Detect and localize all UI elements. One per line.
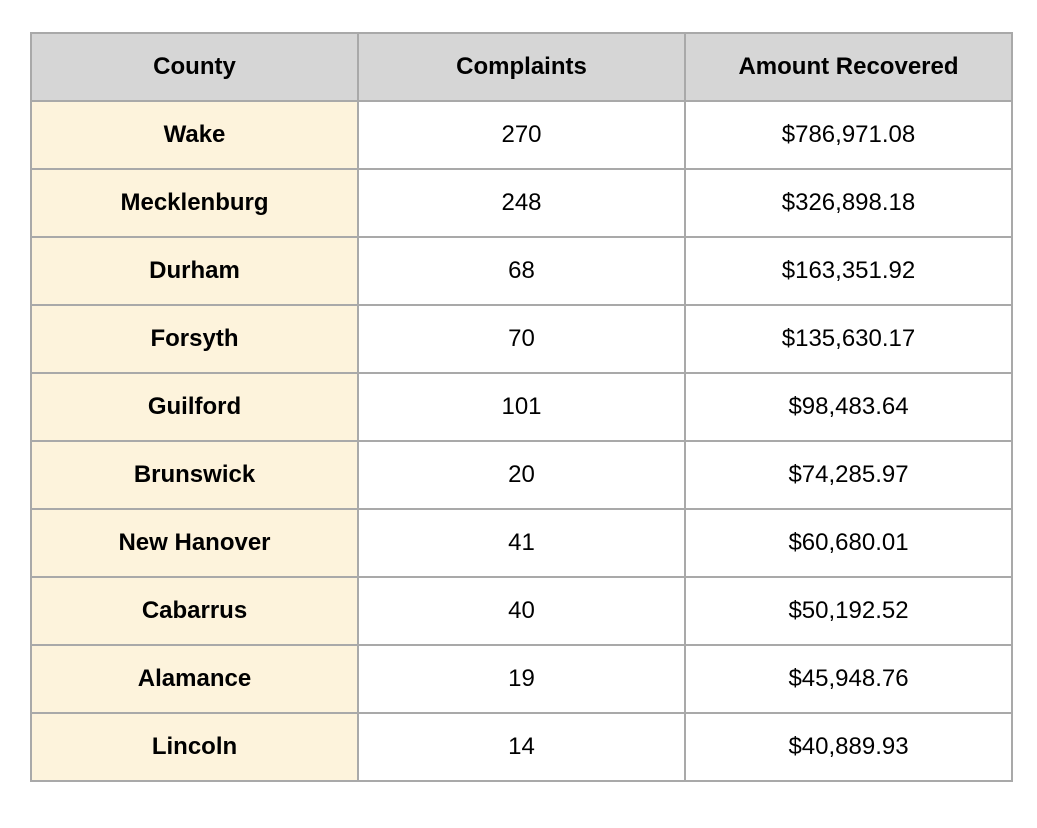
- complaints-cell: 70: [358, 305, 685, 373]
- amount-cell: $40,889.93: [685, 713, 1012, 781]
- county-cell: Brunswick: [31, 441, 358, 509]
- table-header-row: [31, 33, 1012, 101]
- amount-cell: $74,285.97: [685, 441, 1012, 509]
- county-cell: Cabarrus: [31, 577, 358, 645]
- header-amount-recovered: Amount Recovered: [685, 33, 1012, 101]
- amount-cell: $60,680.01: [685, 509, 1012, 577]
- county-cell: Alamance: [31, 645, 358, 713]
- header-county: County: [31, 33, 358, 101]
- county-cell: Wake: [31, 101, 358, 169]
- county-cell: New Hanover: [31, 509, 358, 577]
- complaints-cell: 14: [358, 713, 685, 781]
- table-row: [31, 237, 1012, 305]
- amount-cell: $45,948.76: [685, 645, 1012, 713]
- county-cell: Durham: [31, 237, 358, 305]
- amount-cell: $786,971.08: [685, 101, 1012, 169]
- amount-cell: $326,898.18: [685, 169, 1012, 237]
- amount-cell: $98,483.64: [685, 373, 1012, 441]
- complaints-cell: 41: [358, 509, 685, 577]
- table-row: [31, 101, 1012, 169]
- amount-cell: $135,630.17: [685, 305, 1012, 373]
- county-cell: Mecklenburg: [31, 169, 358, 237]
- complaints-cell: 19: [358, 645, 685, 713]
- county-cell: Guilford: [31, 373, 358, 441]
- complaints-cell: 248: [358, 169, 685, 237]
- county-cell: Lincoln: [31, 713, 358, 781]
- amount-cell: $50,192.52: [685, 577, 1012, 645]
- complaints-cell: 68: [358, 237, 685, 305]
- table-row: [31, 441, 1012, 509]
- table-row: [31, 509, 1012, 577]
- header-complaints: Complaints: [358, 33, 685, 101]
- county-complaints-table: [30, 32, 1013, 782]
- table-row: [31, 305, 1012, 373]
- table-row: [31, 169, 1012, 237]
- complaints-cell: 101: [358, 373, 685, 441]
- amount-cell: $163,351.92: [685, 237, 1012, 305]
- county-cell: Forsyth: [31, 305, 358, 373]
- complaints-cell: 20: [358, 441, 685, 509]
- table-row: [31, 373, 1012, 441]
- complaints-cell: 270: [358, 101, 685, 169]
- complaints-cell: 40: [358, 577, 685, 645]
- county-complaints-table-container: [30, 32, 1011, 782]
- table-row: [31, 577, 1012, 645]
- table-row: [31, 645, 1012, 713]
- table-row: [31, 713, 1012, 781]
